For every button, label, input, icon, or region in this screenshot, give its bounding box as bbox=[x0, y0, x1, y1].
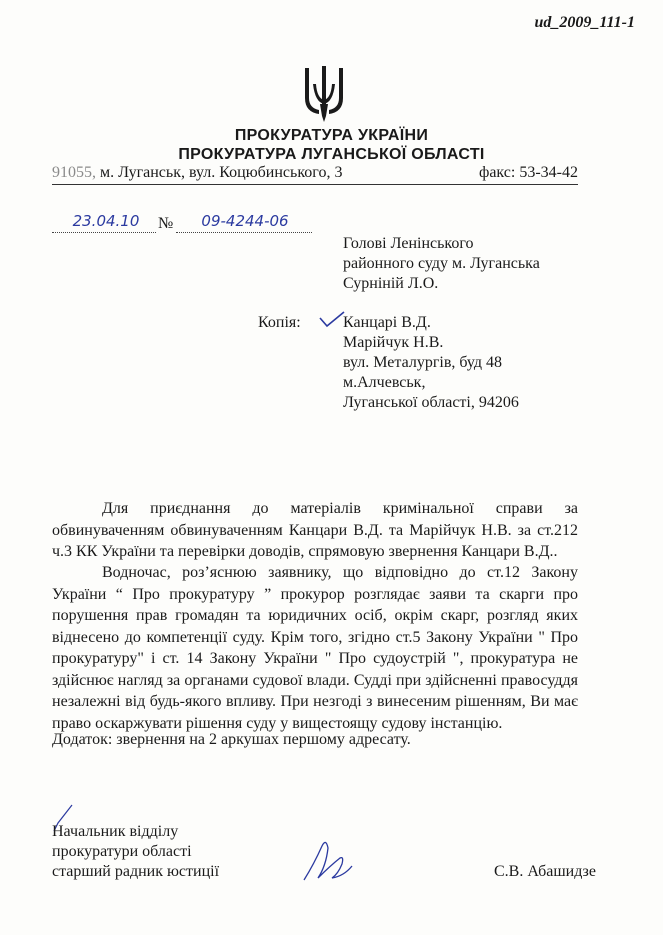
signatory-title-line: старший радник юстиції bbox=[52, 863, 220, 880]
copy-line: м.Алчевськ, bbox=[343, 374, 426, 391]
copy-line: Марійчук Н.В. bbox=[343, 334, 444, 351]
registration-number-line bbox=[176, 232, 312, 233]
copy-block bbox=[343, 313, 519, 413]
postal-code: 91055, bbox=[52, 164, 96, 181]
addressee-line: Голові Ленінського bbox=[343, 235, 474, 252]
letterhead-address bbox=[52, 164, 578, 182]
addressee-line: Сурніній Л.О. bbox=[343, 275, 439, 292]
body-paragraph-1: Для приєднання до матеріалів кримінальної справи за обвинуваченням обвинуваченням Канцари В.Д. та Марійчук Н.В. за ст.212 ч.3 КК України та перевірки доводів, спрямовую звернення Канцари В.Д.. bbox=[52, 500, 578, 560]
copy-line: Луганської області, 94206 bbox=[343, 394, 519, 411]
org-title-ukraine: ПРОКУРАТУРА УКРАЇНИ bbox=[234, 127, 429, 144]
copy-line: вул. Металургів, буд 48 bbox=[343, 354, 503, 371]
registration-date-line bbox=[52, 232, 156, 233]
signatory-title bbox=[52, 822, 219, 882]
signature-icon bbox=[296, 836, 356, 888]
checkmark-icon bbox=[318, 310, 346, 328]
signatory-title-line: Начальник відділу bbox=[52, 823, 179, 840]
copy-line: Канцарі В.Д. bbox=[343, 314, 431, 331]
addressee-block bbox=[343, 234, 540, 294]
registration-number: 09-4244-06 bbox=[201, 212, 289, 230]
attachment-note: Додаток: звернення на 2 аркушах першому адресату. bbox=[52, 731, 411, 748]
body-paragraph-2: Водночас, роз’яснюю заявнику, що відповідно до ст.12 Закону України “ Про прокуратуру ” прокурор розглядає заяви та скарги про порушення прав громадян та юридичних осіб, окрім скарг, розгляд яких віднесено до компетенції суду. Крім того, згідно ст.5 Закону України " Про прокуратуру" і ст. 14 Закону України " Про судоустрій ", прокуратура не здійснює нагляд за органами судової влади. Судді при здійсненні правосуддя незалежні від будь-якого впливу. При незгоді з винесеним рішенням, Ви має право оскаржувати рішення суду у вищестоящу судову інстанцію. bbox=[52, 564, 578, 732]
copy-label: Копія: bbox=[258, 314, 301, 331]
document-id: ud_2009_111-1 bbox=[534, 14, 635, 31]
signatory-title-line: прокуратури області bbox=[52, 843, 192, 860]
addressee-line: районного суду м. Луганська bbox=[343, 255, 540, 272]
signatory-name: С.В. Абашидзе bbox=[494, 863, 596, 880]
letterhead-rule bbox=[52, 184, 578, 185]
org-title-region: ПРОКУРАТУРА ЛУГАНСЬКОЇ ОБЛАСТІ bbox=[178, 146, 485, 163]
fax-number: факс: 53-34-42 bbox=[478, 164, 578, 181]
registration-date: 23.04.10 bbox=[72, 212, 140, 230]
registration-number-sign: № bbox=[158, 215, 174, 232]
address-text: 91055, м. Луганськ, вул. Коцюбинського, 3 bbox=[52, 164, 343, 181]
trident-emblem-icon bbox=[301, 64, 347, 124]
